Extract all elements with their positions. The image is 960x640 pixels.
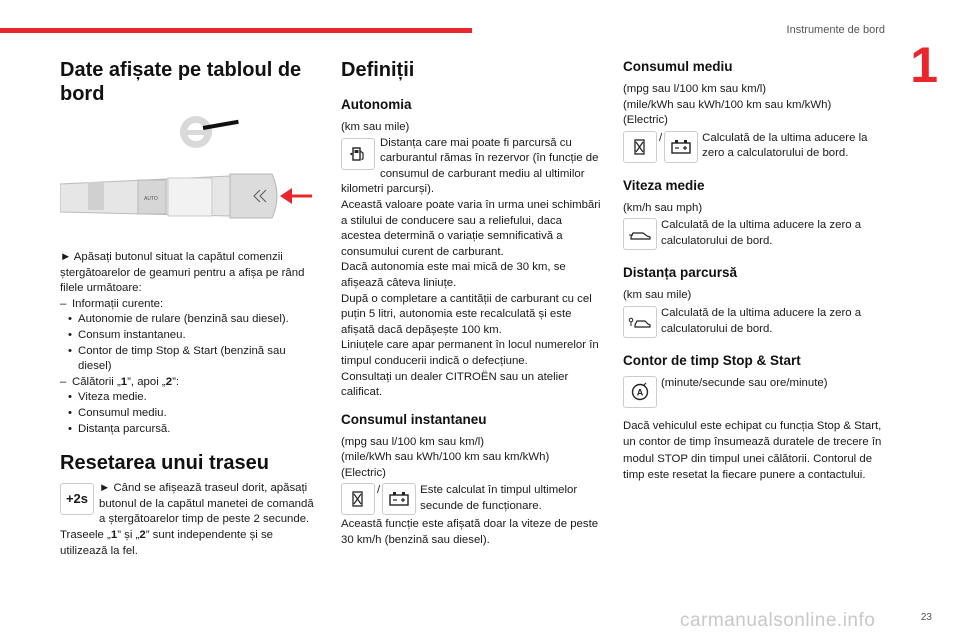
stop-start-text: Dacă vehiculul este echipat cu funcția Stop & Start, un contor de timp însumează duratele de trecere în modul STOP din timpul unei călătorii. Contorul de timp este resetat la fiecare punere a contactului. [623, 419, 882, 482]
autonomy-title: Autonomia [341, 97, 412, 112]
stop-start-icon-row [623, 376, 885, 408]
definitions-title: Definiții [341, 59, 415, 81]
fuel-consumption-icon [341, 483, 375, 515]
chapter-number: 1 [910, 37, 938, 93]
page-title: Date afișate pe tabloul de bord [60, 59, 302, 105]
column-right [623, 58, 885, 484]
autonomy-p3: Dacă autonomia este mai mică de 30 km, se afișează câteva liniuțe. [341, 261, 566, 289]
column-left [60, 58, 318, 559]
stop-start-icon [623, 376, 657, 408]
auto-label: AUTO [144, 196, 158, 202]
reset-note: Traseele „1” și „2” sunt independente și se utilizează la fel. [60, 528, 273, 557]
svg-text:A: A [636, 387, 644, 398]
autonomy-p2: Această valoare poate varia în urma unei schimbări a stilului de conducere sau a reliefului, daca acestea determină o variație semnificativă a consumului curent de carburant. [341, 198, 601, 258]
section-title: Instrumente de bord [786, 24, 885, 36]
instant-unit-3: (Electric) [341, 466, 386, 479]
wiper-stalk-diagram [60, 116, 318, 236]
avg-speed-text: Calculată de la ultima aducere la zero a calculatorului de bord. [661, 219, 862, 247]
list-item: • Distanța parcursă. [60, 422, 318, 438]
list-item: • Consumul mediu. [60, 406, 318, 422]
avg-consumption-unit-3: (Electric) [623, 114, 668, 127]
steering-wheel-icon [180, 116, 239, 148]
distance-unit: (km sau mile) [623, 289, 692, 302]
stop-start-title: Contor de timp Stop & Start [623, 352, 801, 368]
instant-title: Consumul instantaneu [341, 411, 487, 427]
press-arrow-icon [280, 188, 312, 204]
instant-unit-2: (mile/kWh sau kWh/100 km sau km/kWh) [341, 451, 550, 464]
fuel-consumption-icon [623, 131, 657, 163]
car-speed-icon [623, 218, 657, 250]
avg-consumption-title: Consumul mediu [623, 59, 733, 74]
avg-consumption-icon-row [623, 131, 885, 163]
reset-title: Resetarea unui traseu [60, 452, 269, 475]
trips-list [60, 390, 318, 437]
two-seconds-icon: +2s [60, 483, 94, 515]
autonomy-p6: Consultați un dealer CITROËN sau un atelier calificat. [341, 370, 569, 399]
autonomy-unit: (km sau mile) [341, 121, 410, 133]
instant-text: Este calculat în timpul ultimelor secunde de funcționare. [420, 484, 578, 513]
avg-consumption-unit-1: (mpg sau l/100 km sau km/l) [623, 83, 767, 95]
avg-speed-title: Viteza medie [623, 177, 705, 193]
instant-p2: Această funcție este afișată doar la viteze de peste 30 km/h (benzină sau diesel). [341, 518, 599, 547]
avg-speed-unit: (km/h sau mph) [623, 201, 703, 214]
column-middle [341, 58, 603, 549]
autonomy-p5: Liniuțele care apar permanent în locul numerelor în timpul conducerii indică o defecțiune. [341, 339, 599, 367]
page-number: 23 [920, 612, 932, 623]
distance-title: Distanța parcursă [623, 265, 738, 281]
trips-label: – Călătorii „1”, apoi „2”: [60, 375, 318, 391]
autonomy-p4: După o completare a cantității de carburant cu cel puțin 5 litri, autonomia este recalculată și este afișată dacă depășește 100 km. [341, 292, 592, 336]
avg-speed-icon-row [623, 218, 885, 250]
wiper-stalk-icon [60, 174, 277, 218]
fuel-pump-icon [341, 138, 375, 170]
slash-separator: / [659, 131, 663, 144]
avg-consumption-text: Calculată de la ultima aducere la zero a calculatorului de bord. [702, 131, 868, 160]
watermark: carmanualsonline.info [680, 610, 876, 631]
list-item: • Consum instantaneu. [60, 328, 318, 344]
reset-block [60, 481, 318, 528]
current-info-label: – Informații curente: [60, 297, 318, 313]
distance-icon-row [623, 306, 885, 338]
stop-start-unit: (minute/secunde sau ore/minute) [661, 376, 828, 389]
reset-text: ► Când se afișează traseul dorit, apăsați butonul de la capătul manetei de comandă a ștergătoarelor timp de peste 2 secunde. [99, 482, 314, 526]
avg-consumption-unit-2: (mile/kWh sau kWh/100 km sau km/kWh) [623, 98, 832, 111]
list-item: • Contor de timp Stop & Start (benzină sau diesel) [60, 344, 318, 375]
current-info-list [60, 312, 318, 374]
instruction-text: ► Apăsați butonul situat la capătul comenzii ștergătoarelor de geamuri pentru a afișa pe rând filele următoare: [60, 251, 305, 295]
car-distance-icon [623, 306, 657, 338]
autonomy-block [341, 136, 603, 198]
slash-separator: / [377, 484, 381, 497]
header-accent-bar [0, 28, 472, 33]
battery-consumption-icon [664, 131, 698, 163]
instant-unit-1: (mpg sau l/100 km sau km/l) [341, 435, 485, 448]
autonomy-text: Distanța care mai poate fi parcursă cu carburantul rămas în rezervor (în funcție de consumul de carburant mediu al ultimilor kilometri parcurși). [341, 136, 599, 196]
distance-text: Calculată de la ultima aducere la zero a calculatorului de bord. [661, 306, 862, 335]
battery-consumption-icon [382, 483, 416, 515]
list-item: • Viteza medie. [60, 390, 318, 406]
instant-icon-row [341, 483, 603, 515]
list-item: • Autonomie de rulare (benzină sau diesel). [60, 312, 318, 328]
